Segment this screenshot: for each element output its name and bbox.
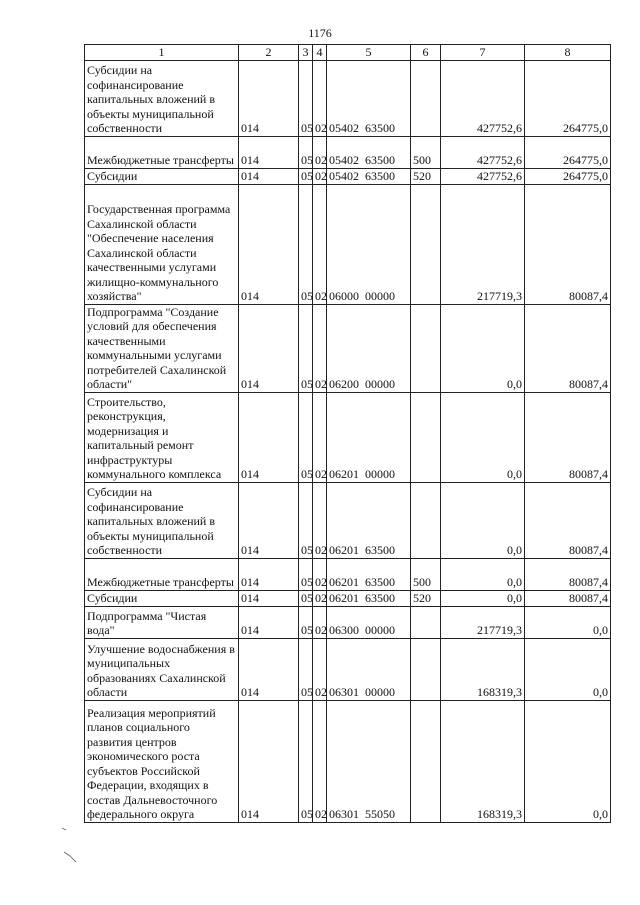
cell-expense-type — [411, 60, 441, 136]
cell-subsection: 02 — [313, 482, 327, 558]
table-row — [85, 392, 611, 482]
cell-section: 05 — [299, 700, 313, 822]
table-row — [85, 606, 611, 638]
cell-subsection: 02 — [313, 606, 327, 638]
cell-ministry: 014 — [239, 168, 299, 184]
cell-target-article: 05402 63500 — [327, 60, 411, 136]
header-cell: 3 — [299, 45, 313, 61]
cell-amount-2: 80087,4 — [525, 558, 611, 590]
cell-amount-1: 0,0 — [441, 482, 525, 558]
cell-amount-2: 264775,0 — [525, 168, 611, 184]
cell-ministry: 014 — [239, 558, 299, 590]
cell-amount-2: 80087,4 — [525, 590, 611, 606]
header-cell: 7 — [441, 45, 525, 61]
row-name: Подпрограмма "Чистая вода" — [85, 606, 239, 638]
cell-ministry: 014 — [239, 184, 299, 304]
row-name: Строительство, реконструкция, модернизация и капитальный ремонт инфраструктуры коммунального комплекса — [85, 392, 239, 482]
cell-subsection: 02 — [313, 136, 327, 168]
cell-amount-2: 80087,4 — [525, 392, 611, 482]
cell-amount-2: 80087,4 — [525, 184, 611, 304]
table-row — [85, 168, 611, 184]
cell-subsection: 02 — [313, 60, 327, 136]
cell-section: 05 — [299, 638, 313, 700]
row-name: Государственная программа Сахалинской области "Обеспечение населения Сахалинской области качественными услугами жилищно-коммунального хозяйства" — [85, 184, 239, 304]
cell-ministry: 014 — [239, 60, 299, 136]
table-row — [85, 304, 611, 392]
cell-subsection: 02 — [313, 590, 327, 606]
header-cell: 1 — [85, 45, 239, 61]
cell-section: 05 — [299, 392, 313, 482]
row-name: Субсидии — [85, 590, 239, 606]
cell-subsection: 02 — [313, 184, 327, 304]
cell-section: 05 — [299, 60, 313, 136]
cell-amount-1: 427752,6 — [441, 60, 525, 136]
cell-ministry: 014 — [239, 606, 299, 638]
cell-amount-1: 427752,6 — [441, 168, 525, 184]
header-cell: 5 — [327, 45, 411, 61]
table-row — [85, 136, 611, 168]
cell-amount-1: 0,0 — [441, 590, 525, 606]
row-name: Субсидии — [85, 168, 239, 184]
cell-subsection: 02 — [313, 392, 327, 482]
cell-amount-2: 80087,4 — [525, 304, 611, 392]
cell-target-article: 06200 00000 — [327, 304, 411, 392]
cell-amount-1: 0,0 — [441, 558, 525, 590]
cell-amount-1: 0,0 — [441, 304, 525, 392]
cell-ministry: 014 — [239, 392, 299, 482]
cell-amount-1: 0,0 — [441, 392, 525, 482]
cell-subsection: 02 — [313, 700, 327, 822]
cell-subsection: 02 — [313, 638, 327, 700]
budget-table — [84, 44, 611, 823]
cell-target-article: 06301 00000 — [327, 638, 411, 700]
table-row — [85, 482, 611, 558]
table-row — [85, 558, 611, 590]
cell-amount-2: 0,0 — [525, 700, 611, 822]
row-name: Субсидии на софинансирование капитальных вложений в объекты муниципальной собственности — [85, 60, 239, 136]
cell-target-article: 05402 63500 — [327, 136, 411, 168]
cell-amount-1: 217719,3 — [441, 184, 525, 304]
cell-subsection: 02 — [313, 558, 327, 590]
cell-target-article: 06201 00000 — [327, 392, 411, 482]
header-cell: 8 — [525, 45, 611, 61]
cell-ministry: 014 — [239, 700, 299, 822]
cell-amount-1: 168319,3 — [441, 700, 525, 822]
row-name: Межбюджетные трансферты — [85, 136, 239, 168]
cell-amount-2: 0,0 — [525, 638, 611, 700]
header-cell: 4 — [313, 45, 327, 61]
header-cell: 6 — [411, 45, 441, 61]
cell-expense-type: 500 — [411, 136, 441, 168]
row-name: Реализация мероприятий планов социального развития центров экономического роста субъектов Российской Федерации, входящих в состав Дальневосточного федерального округа — [85, 700, 239, 822]
cell-expense-type: 520 — [411, 590, 441, 606]
cell-section: 05 — [299, 184, 313, 304]
cell-expense-type — [411, 700, 441, 822]
header-row — [85, 45, 611, 61]
cell-amount-2: 0,0 — [525, 606, 611, 638]
header-cell: 2 — [239, 45, 299, 61]
table-row — [85, 60, 611, 136]
cell-expense-type — [411, 392, 441, 482]
scan-marks — [60, 820, 80, 870]
table-row — [85, 184, 611, 304]
row-name: Подпрограмма "Создание условий для обеспечения качественными коммунальными услугами потребителей Сахалинской области" — [85, 304, 239, 392]
cell-section: 05 — [299, 606, 313, 638]
cell-expense-type — [411, 304, 441, 392]
cell-target-article: 05402 63500 — [327, 168, 411, 184]
cell-ministry: 014 — [239, 136, 299, 168]
row-name: Межбюджетные трансферты — [85, 558, 239, 590]
cell-section: 05 — [299, 136, 313, 168]
table-row — [85, 590, 611, 606]
cell-ministry: 014 — [239, 590, 299, 606]
cell-subsection: 02 — [313, 168, 327, 184]
cell-section: 05 — [299, 558, 313, 590]
cell-subsection: 02 — [313, 304, 327, 392]
cell-amount-2: 80087,4 — [525, 482, 611, 558]
row-name: Улучшение водоснабжения в муниципальных образованиях Сахалинской области — [85, 638, 239, 700]
cell-target-article: 06201 63500 — [327, 558, 411, 590]
cell-target-article: 06201 63500 — [327, 590, 411, 606]
page-number: 1176 — [308, 26, 332, 40]
row-name: Субсидии на софинансирование капитальных вложений в объекты муниципальной собственности — [85, 482, 239, 558]
cell-expense-type — [411, 606, 441, 638]
cell-expense-type — [411, 184, 441, 304]
cell-amount-2: 264775,0 — [525, 60, 611, 136]
cell-expense-type: 520 — [411, 168, 441, 184]
cell-expense-type: 500 — [411, 558, 441, 590]
cell-section: 05 — [299, 168, 313, 184]
cell-target-article: 06000 00000 — [327, 184, 411, 304]
cell-ministry: 014 — [239, 482, 299, 558]
cell-amount-1: 217719,3 — [441, 606, 525, 638]
cell-expense-type — [411, 638, 441, 700]
cell-section: 05 — [299, 304, 313, 392]
cell-target-article: 06300 00000 — [327, 606, 411, 638]
cell-target-article: 06301 55050 — [327, 700, 411, 822]
cell-section: 05 — [299, 590, 313, 606]
cell-amount-2: 264775,0 — [525, 136, 611, 168]
cell-section: 05 — [299, 482, 313, 558]
cell-amount-1: 427752,6 — [441, 136, 525, 168]
table-row — [85, 700, 611, 822]
cell-ministry: 014 — [239, 638, 299, 700]
table-row — [85, 638, 611, 700]
cell-expense-type — [411, 482, 441, 558]
cell-amount-1: 168319,3 — [441, 638, 525, 700]
cell-ministry: 014 — [239, 304, 299, 392]
cell-target-article: 06201 63500 — [327, 482, 411, 558]
